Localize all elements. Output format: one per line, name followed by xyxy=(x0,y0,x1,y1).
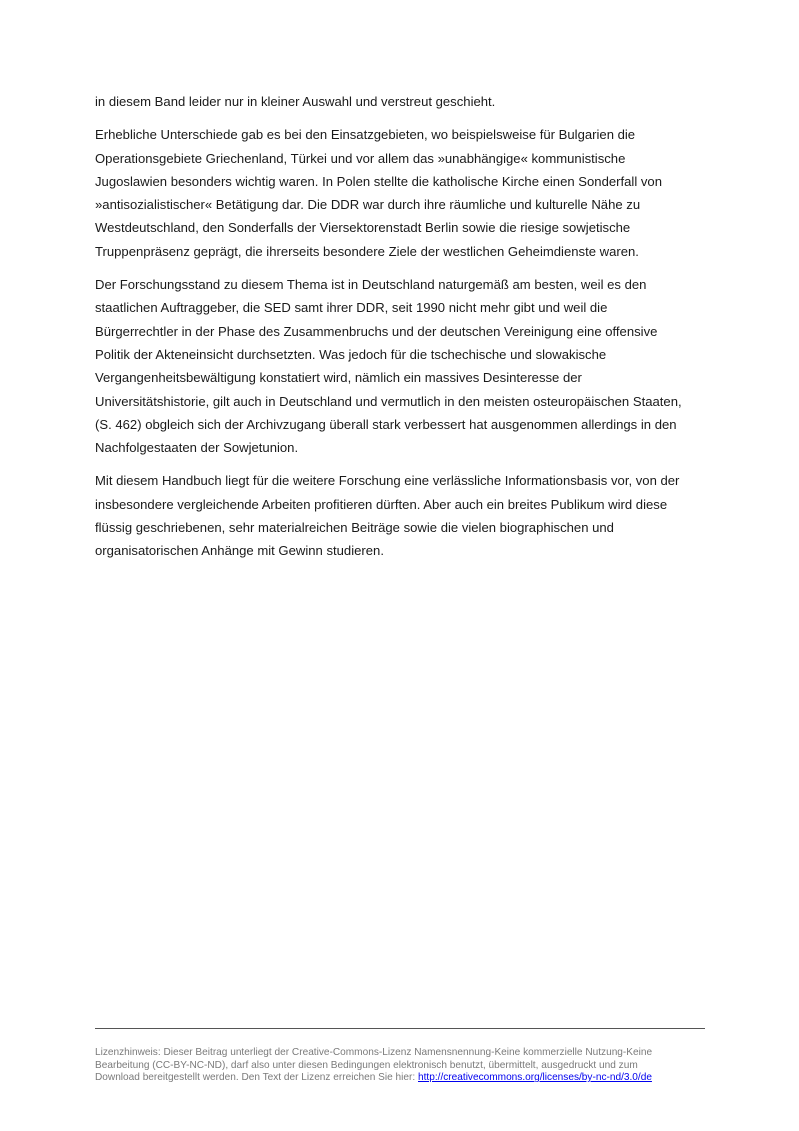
page-footer xyxy=(95,1028,705,1085)
text-line: (S. 462) obgleich sich der Archivzugang überall stark verbessert hat ausgenommen allerdings in den xyxy=(95,416,677,432)
paragraph-1 xyxy=(95,90,715,113)
text-line: in diesem Band leider nur in kleiner Auswahl und verstreut geschieht. xyxy=(95,94,496,109)
text-line: »antisozialistischer« Betätigung dar. Die DDR war durch ihre räumliche und kulturelle Nähe zu xyxy=(95,197,641,213)
text-line: Operationsgebiete Griechenland, Türkei und vor allem das »unabhängige« kommunistische xyxy=(95,150,626,166)
footer-divider xyxy=(95,1028,705,1029)
paragraph-3 xyxy=(95,273,715,459)
text-line: Der Forschungsstand zu diesem Thema ist in Deutschland naturgemäß am besten, weil es den xyxy=(95,277,647,293)
document-body xyxy=(95,90,715,573)
text-line: insbesondere vergleichende Arbeiten profitieren dürften. Aber auch ein breites Publikum wird diese xyxy=(95,496,668,512)
text-line: Universitätshistorie, gilt auch in Deutschland und vermutlich in den meisten osteuropäischen Staaten, xyxy=(95,393,682,409)
text-line: Vergangenheitsbewältigung konstatiert wird, nämlich ein massives Desinteresse der xyxy=(95,370,582,386)
license-text: Download bereitgestellt werden. Den Text der Lizenz erreichen Sie hier: xyxy=(95,1072,418,1084)
text-line: Jugoslawien besonders wichtig waren. In Polen stellte die katholische Kirche einen Sonderfall von xyxy=(95,173,663,189)
license-link[interactable]: http://creativecommons.org/licenses/by-nc-nd/3.0/de xyxy=(418,1072,652,1084)
text-line: Erhebliche Unterschiede gab es bei den Einsatzgebieten, wo beispielsweise für Bulgarien die xyxy=(95,127,636,143)
license-line: Lizenzhinweis: Dieser Beitrag unterliegt der Creative-Commons-Lizenz Namensnennung-Keine kommerzielle Nutzung-Keine xyxy=(95,1047,653,1058)
license-notice xyxy=(95,1047,705,1085)
text-line: Westdeutschland, den Sonderfalls der Viersektorenstadt Berlin sowie die riesige sowjetische xyxy=(95,220,631,236)
paragraph-2 xyxy=(95,123,715,263)
text-line: Bürgerrechtler in der Phase des Zusammenbruchs und der deutschen Vereinigung eine offensive xyxy=(95,323,658,339)
text-line: Nachfolgestaaten der Sowjetunion. xyxy=(95,440,299,456)
text-line: organisatorischen Anhänge mit Gewinn studieren. xyxy=(95,543,384,559)
text-line: Politik der Akteneinsicht durchsetzten. Was jedoch für die tschechische und slowakische xyxy=(95,346,607,362)
paragraph-4 xyxy=(95,469,715,562)
text-line: Mit diesem Handbuch liegt für die weitere Forschung eine verlässliche Informationsbasis vor, von der xyxy=(95,473,680,489)
license-line-last xyxy=(95,1072,705,1085)
text-line: staatlichen Auftraggeber, die SED samt ihrer DDR, seit 1990 nicht mehr gibt und weil die xyxy=(95,300,608,316)
license-line: Bearbeitung (CC-BY-NC-ND), darf also unter diesen Bedingungen elektronisch benutzt, übermittelt, ausgedruckt und zum xyxy=(95,1059,638,1071)
text-line: Truppenpräsenz geprägt, die ihrerseits besondere Ziele der westlichen Geheimdienste waren. xyxy=(95,243,639,259)
text-line: flüssig geschriebenen, sehr materialreichen Beiträge sowie die vielen biographischen und xyxy=(95,520,614,536)
